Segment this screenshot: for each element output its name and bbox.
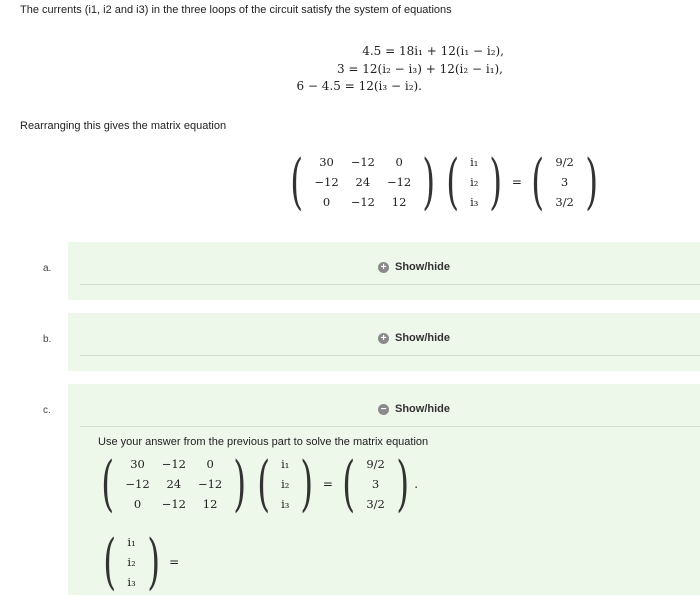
current-vector: i₁ i₂ i₃ <box>470 155 479 209</box>
part-c-panel <box>68 384 700 595</box>
part-b-label: b. <box>43 334 52 345</box>
answer-vector: ( i₁ i₂ i₃ ) = <box>103 527 180 597</box>
left-paren: ( <box>290 147 304 217</box>
equation-3: 6 − 4.5 = 12(i₃ − i₂). <box>296 79 422 93</box>
answer-current-vector: i₁ i₂ i₃ <box>127 535 136 589</box>
part-b-panel <box>68 313 700 371</box>
equation-2: 3 = 12(i₂ − i₃) + 12(i₂ − i₁), <box>336 62 503 76</box>
current-vector-c: i₁ i₂ i₃ <box>281 457 290 511</box>
intro-text: The currents (i1, i2 and i3) in the three loops of the circuit satisfy the system of equations <box>20 4 452 16</box>
part-a-toggle[interactable]: + Show/hide <box>378 261 450 273</box>
plus-icon: + <box>378 333 389 344</box>
equals-sign: = <box>511 175 522 189</box>
answer-equals: = <box>169 555 180 569</box>
minus-icon: − <box>378 404 389 415</box>
matrix-equation-c: ( 30 −12 0 −12 24 −12 0 −12 12 ) ( i₁ i₂ i₃ ) = ( 9/2 3 3/2 ) . <box>101 449 419 519</box>
part-b-toggle[interactable]: + Show/hide <box>378 332 450 344</box>
part-c-instruction: Use your answer from the previous part to solve the matrix equation <box>98 436 429 448</box>
part-a-panel <box>68 242 700 300</box>
part-c-toggle[interactable]: − Show/hide <box>378 403 450 415</box>
equation-1: 4.5 = 18i₁ + 12(i₁ − i₂), <box>362 44 504 58</box>
coefficient-matrix: 30 −12 0 −12 24 −12 0 −12 12 <box>314 155 412 209</box>
rearrange-text: Rearranging this gives the matrix equation <box>20 120 227 132</box>
period: . <box>414 477 419 491</box>
coefficient-matrix-c: 30 −12 0 −12 24 −12 0 −12 12 <box>125 457 223 511</box>
plus-icon: + <box>378 262 389 273</box>
part-c-label: c. <box>43 405 51 416</box>
matrix-equation-top: ( 30 −12 0 −12 24 −12 0 −12 12 ) ( i₁ i₂ i₃ ) = ( 9/2 3 3/2 ) <box>290 147 598 217</box>
part-a-label: a. <box>43 263 52 274</box>
rhs-vector-c: 9/2 3 3/2 <box>366 457 385 511</box>
rhs-vector: 9/2 3 3/2 <box>555 155 574 209</box>
